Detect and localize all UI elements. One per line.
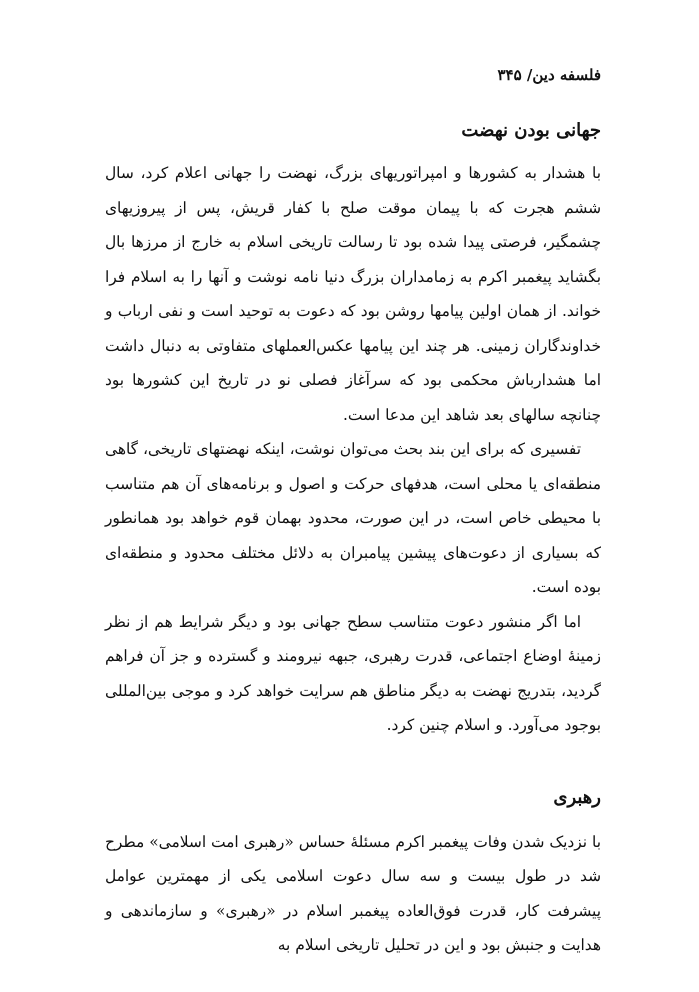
page-body	[105, 118, 601, 963]
section-heading-global-movement: جهانی بودن نهضت	[461, 120, 601, 141]
paragraph: تفسیری که برای این بند بحث می‌توان نوشت، اینکه نهضتهای تاریخی، گاهی منطقه‌ای یا محلی است، هدفهای حرکت و اصول و برنامه‌های آن هم متناسب با محیطی خاص است، در این صورت، محدود بهمان قوم خواهد بود همانطور که بسیاری از دعوت‌های پیشین پیامبران به دلائل مختلف محدود و منطقه‌ای بوده است.	[105, 440, 601, 596]
running-header: فلسفه دین/ ۳۴۵	[497, 66, 601, 84]
paragraph: با هشدار به کشورها و امپراتوریهای بزرگ، نهضت را جهانی اعلام کرد، سال ششم هجرت که با پیمان موقت صلح با کفار قریش، پس از پیروزیهای چشمگیر، فرصتی پیدا شده بود تا رسالت تاریخی اسلام به خارج از مرزها بال بگشاید پیغمبر اکرم به زمامداران بزرگ دنیا نامه نوشت و آنها را به اسلام فرا خواند. از همان اولین پیامها روشن بود که دعوت به توحید است و نفی ارباب و خداوندگاران زمینی. هر چند این پیامها عکس‌العملهای متفاوتی به دنبال داشت اما هشدارباش محکمی بود که سرآغاز فصلی نو در تاریخ این کشورها بود چنانچه سالهای بعد شاهد این مدعا است.	[105, 164, 601, 424]
section-heading-leadership: رهبری	[553, 786, 601, 808]
paragraph: اما اگر منشور دعوت متناسب سطح جهانی بود و دیگر شرایط هم از نظر زمینهٔ اوضاع اجتماعی، قدرت رهبری، جبهه نیرومند و گسترده و جز آن فراهم گردید، بتدریج نهضت به دیگر مناطق هم سرایت خواهد کرد و موجی بین‌المللی بوجود می‌آورد. و اسلام چنین کرد.	[105, 612, 601, 734]
paragraph: با نزدیک شدن وفات پیغمبر اکرم مسئلهٔ حساس «رهبری امت اسلامی» مطرح شد در طول بیست و سه سال دعوت اسلامی یکی از مهمترین عوامل پیشرفت کار، قدرت فوق‌العاده پیغمبر اسلام در «رهبری» و سازماندهی و هدایت و جنبش بود و این در تحلیل تاریخی اسلام به	[105, 832, 601, 954]
